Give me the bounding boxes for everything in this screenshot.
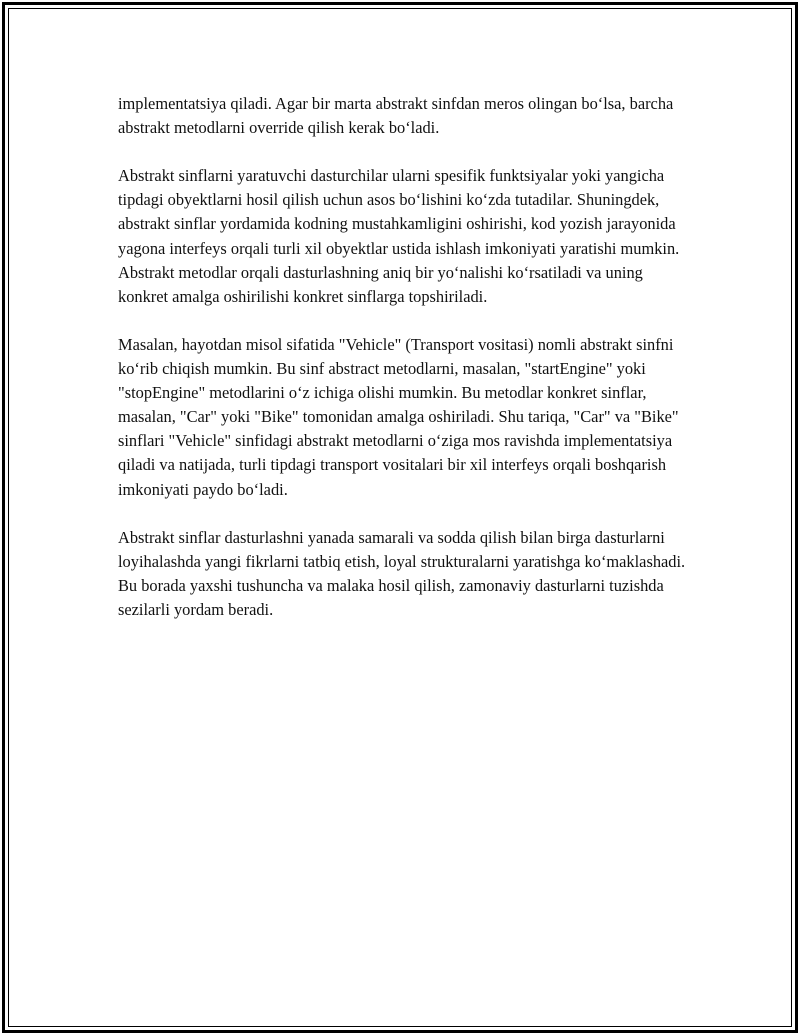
- document-body: [118, 92, 693, 646]
- paragraph-continuation: implementatsiya qiladi. Agar bir marta abstrakt sinfdan meros olingan bo‘lsa, barcha abstrakt metodlarni override qilish kerak bo‘ladi.: [118, 94, 674, 138]
- paragraph-conclusion: Abstrakt sinflar dasturlashni yanada samarali va sodda qilish bilan birga dasturlarni loyihalashda yangi fikrlarni tatbiq etish, loyal strukturalarni yaratishga ko‘maklashadi. Bu borada yaxshi tushuncha va malaka hosil qilish, zamonaviy dasturlarni tuzishda sezilarli yordam beradi.: [118, 527, 686, 619]
- paragraph-vehicle-example: Masalan, hayotdan misol sifatida "Vehicle" (Transport vositasi) nomli abstrakt sinfni ko‘rib chiqish mumkin. Bu sinf abstract metodlarni, masalan, "startEngine" yoki "stopEngine" metodlarini o‘z ichiga olishi mumkin. Bu metodlar konkret sinflar, masalan, "Car" yoki "Bike" tomonidan amalga oshiriladi. Shu tariqa, "Car" va "Bike" sinflari "Vehicle" sinfidagi abstrakt metodlarni o‘ziga mos ravishda implementatsiya qiladi va natijada, turli tipdagi transport vositalari bir xil interfeys orqali boshqarish imkoniyati paydo bo‘ladi.: [118, 334, 679, 499]
- paragraph-abstract-class-purpose: Abstrakt sinflarni yaratuvchi dasturchilar ularni spesifik funktsiyalar yoki yangicha tipdagi obyektlarni hosil qilish uchun asos bo‘lishini ko‘zda tutadilar. Shuningdek, abstrakt sinflar yordamida kodning mustahkamligini oshirishi, kod yozish jarayonida yagona interfeys orqali turli xil obyektlar ustida ishlash imkoniyati yaratishi mumkin. Abstrakt metodlar orqali dasturlashning aniq bir yo‘nalishi ko‘rsatiladi va uning konkret amalga oshirilishi konkret sinflarga topshiriladi.: [118, 166, 680, 306]
